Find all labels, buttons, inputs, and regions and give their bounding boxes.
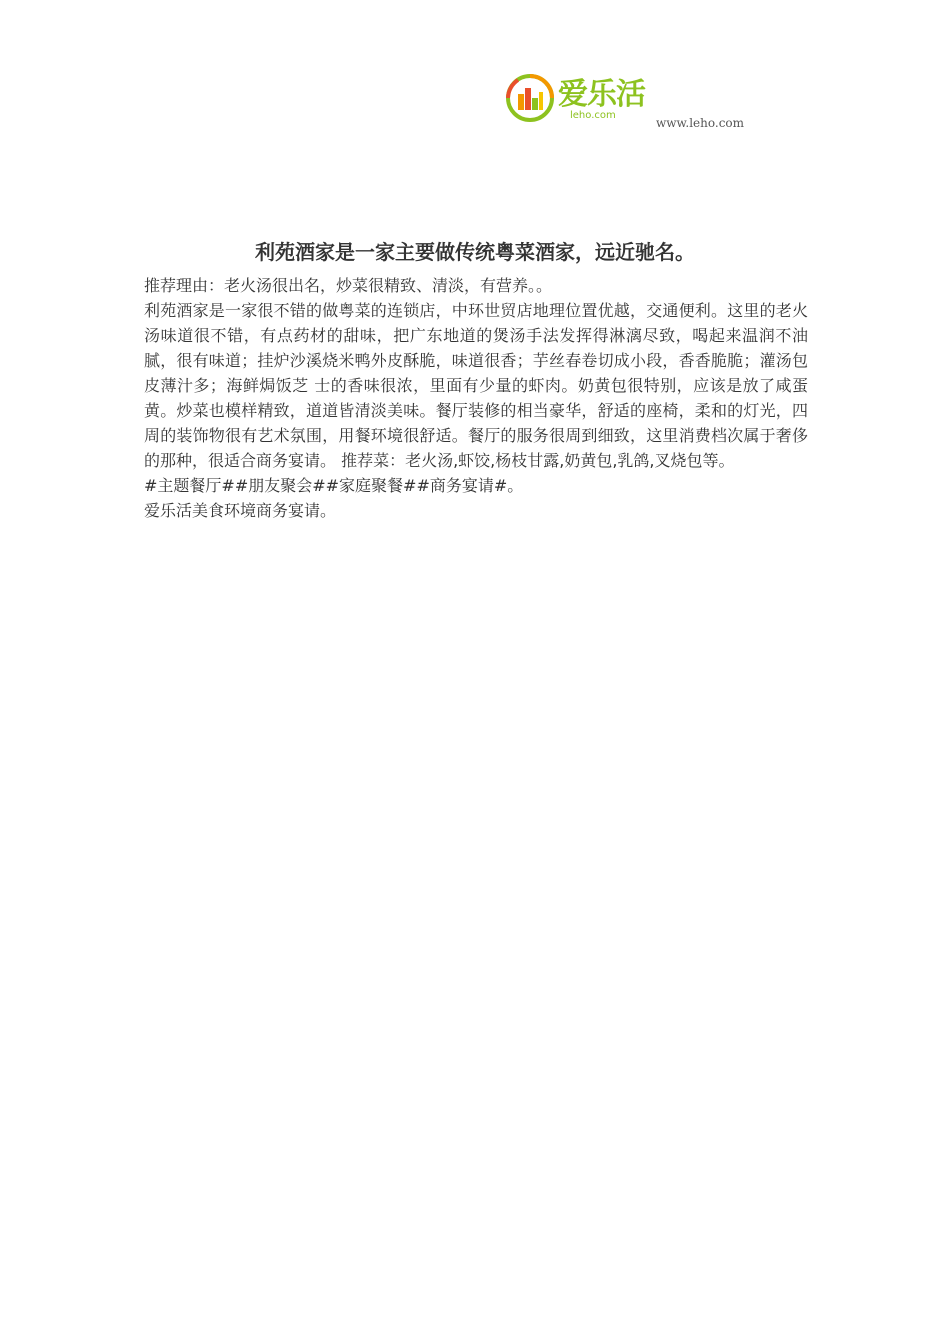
- article-title: 利苑酒家是一家主要做传统粤菜酒家，远近驰名。: [255, 240, 695, 265]
- site-url[interactable]: www.leho.com: [656, 116, 745, 130]
- article-content: [144, 273, 808, 523]
- article-footer-line: 爱乐活美食环境商务宴请。: [144, 501, 337, 520]
- article-tags: #主题餐厅##朋友聚会##家庭聚餐##商务宴请#。: [144, 476, 524, 495]
- article-body: 利苑酒家是一家很不错的做粤菜的连锁店，中环世贸店地理位置优越，交通便利。这里的老火汤味道很不错，有点药材的甜味，把广东地道的煲汤手法发挥得淋漓尽致，喝起来温润不油腻，很有味道；挂炉沙溪烧米鸭外皮酥脆，味道很香；芋丝春卷切成小段，香香脆脆；灌汤包皮薄汁多；海鲜焗饭芝 士的香味很浓，里面有少量的虾肉。奶黄包很特别，应该是放了咸蛋黄。炒菜也模样精致，道道皆清淡美味。餐厅装修的相当豪华，舒适的座椅，柔和的灯光，四周的装饰物很有艺术氛围，用餐环境很舒适。餐厅的服务很周到细致，这里消费档次属于奢侈的那种，很适合商务宴请。 推荐菜：老火汤,虾饺,杨枝甘露,奶黄包,乳鸽,叉烧包等。: [144, 301, 808, 470]
- page-header: [0, 0, 950, 150]
- logo-text: 爱乐活: [558, 77, 645, 112]
- leho-logo[interactable]: [506, 74, 656, 124]
- leho-logo-icon: [506, 74, 554, 122]
- recommend-reason: 推荐理由：老火汤很出名，炒菜很精致、清淡，有营养。。: [144, 276, 553, 295]
- logo-domain: leho.com: [570, 110, 616, 121]
